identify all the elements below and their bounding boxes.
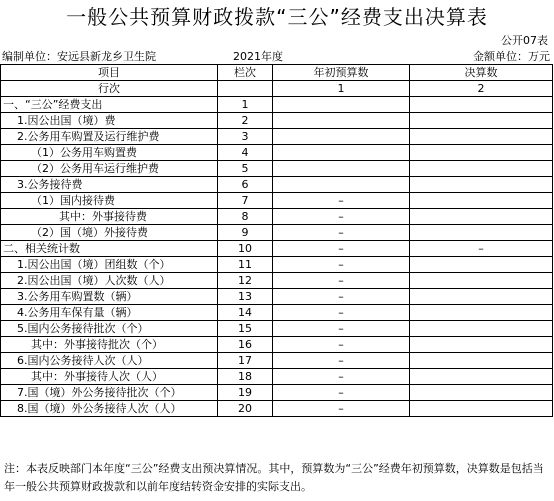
- row-final: [410, 273, 553, 289]
- row-budget: –: [273, 369, 410, 385]
- row-label: 二、相关统计数: [1, 241, 218, 257]
- table-note: 注：本表反映部门本年度“三公”经费支出预决算情况。其中，预算数为“三公”经费年初预算数，决算数是包括当年一般公共预算财政拨款和以前年度结转资金安排的实际支出。: [4, 462, 544, 493]
- row-col-no: 2: [218, 113, 273, 129]
- row-col-no: 14: [218, 305, 273, 321]
- row-label: （2）公务用车运行维护费: [1, 161, 218, 177]
- header-row: [1, 65, 553, 81]
- row-final: [410, 369, 553, 385]
- table-row: [1, 321, 553, 337]
- row-col-no: 20: [218, 401, 273, 417]
- row-label: 一、“三公”经费支出: [1, 97, 218, 113]
- row-label: 其中：外事接待人次（人）: [1, 369, 218, 385]
- row-label: （2）国（境）外接待费: [1, 225, 218, 241]
- table-row: [1, 129, 553, 145]
- row-col-no: 17: [218, 353, 273, 369]
- row-label: 4.公务用车保有量（辆）: [1, 305, 218, 321]
- row-index-budget: 1: [273, 81, 410, 97]
- row-budget: –: [273, 241, 410, 257]
- table-row: [1, 241, 553, 257]
- header-final: 决算数: [410, 65, 553, 81]
- row-budget: –: [273, 289, 410, 305]
- row-budget: [273, 177, 410, 193]
- row-col-no: 9: [218, 225, 273, 241]
- table-row: [1, 273, 553, 289]
- row-col-no: 5: [218, 161, 273, 177]
- row-final: [410, 289, 553, 305]
- row-label: （1）国内接待费: [1, 193, 218, 209]
- row-col-no: 11: [218, 257, 273, 273]
- table-row: [1, 209, 553, 225]
- row-label: 3.公务接待费: [1, 177, 218, 193]
- row-final: [410, 97, 553, 113]
- row-budget: –: [273, 193, 410, 209]
- form-code: 公开07表: [501, 34, 548, 47]
- row-col-no: 3: [218, 129, 273, 145]
- row-col-no: 10: [218, 241, 273, 257]
- header-budget: 年初预算数: [273, 65, 410, 81]
- row-final: [410, 321, 553, 337]
- table-row: [1, 305, 553, 321]
- row-col-no: 7: [218, 193, 273, 209]
- amount-unit: 金额单位：万元: [473, 50, 550, 63]
- row-label: 5.国内公务接待批次（个）: [1, 321, 218, 337]
- row-col-no: 1: [218, 97, 273, 113]
- unit-name: 编制单位：安远县新龙乡卫生院: [2, 50, 156, 63]
- row-final: [410, 257, 553, 273]
- row-label: 2.公务用车购置及运行维护费: [1, 129, 218, 145]
- row-final: [410, 129, 553, 145]
- row-budget: [273, 129, 410, 145]
- row-index-final: 2: [410, 81, 553, 97]
- row-label: 1.因公出国（境）费: [1, 113, 218, 129]
- row-budget: [273, 161, 410, 177]
- table-row: [1, 225, 553, 241]
- row-final: –: [410, 241, 553, 257]
- row-final: [410, 401, 553, 417]
- table-row: [1, 401, 553, 417]
- row-final: [410, 193, 553, 209]
- row-final: [410, 161, 553, 177]
- table-row: [1, 177, 553, 193]
- row-budget: [273, 113, 410, 129]
- expenditure-table: [0, 64, 553, 417]
- row-label: 其中：外事接待批次（个）: [1, 337, 218, 353]
- row-col-no: 16: [218, 337, 273, 353]
- row-col-no: 12: [218, 273, 273, 289]
- table-row: [1, 193, 553, 209]
- row-budget: –: [273, 401, 410, 417]
- row-label: 1.因公出国（境）团组数（个）: [1, 257, 218, 273]
- row-budget: –: [273, 353, 410, 369]
- table-row: [1, 337, 553, 353]
- row-label: 2.因公出国（境）人次数（人）: [1, 273, 218, 289]
- row-label: 6.国内公务接待人次（人）: [1, 353, 218, 369]
- row-final: [410, 225, 553, 241]
- row-col-no: 4: [218, 145, 273, 161]
- row-col-no: 19: [218, 385, 273, 401]
- row-budget: –: [273, 209, 410, 225]
- row-final: [410, 305, 553, 321]
- row-label: （1）公务用车购置费: [1, 145, 218, 161]
- row-col-no: 13: [218, 289, 273, 305]
- row-budget: [273, 97, 410, 113]
- meta-line: [2, 50, 552, 64]
- report-title: 一般公共预算财政拨款“三公”经费支出决算表: [66, 5, 488, 29]
- row-budget: –: [273, 385, 410, 401]
- row-final: [410, 113, 553, 129]
- row-budget: [273, 145, 410, 161]
- row-budget: –: [273, 305, 410, 321]
- row-col-no: 18: [218, 369, 273, 385]
- table-row: [1, 97, 553, 113]
- row-final: [410, 337, 553, 353]
- row-final: [410, 353, 553, 369]
- row-col-no: 8: [218, 209, 273, 225]
- table-row: [1, 289, 553, 305]
- header-item: 项目: [1, 65, 218, 81]
- table-row: [1, 145, 553, 161]
- row-index-blank: [218, 81, 273, 97]
- row-budget: –: [273, 225, 410, 241]
- row-final: [410, 209, 553, 225]
- row-label: 8.国（境）外公务接待人次（人）: [1, 401, 218, 417]
- row-label: 3.公务用车购置数（辆）: [1, 289, 218, 305]
- table-row: [1, 161, 553, 177]
- table-row: [1, 385, 553, 401]
- row-index: [1, 81, 553, 97]
- row-index-label: 行次: [1, 81, 218, 97]
- row-final: [410, 177, 553, 193]
- row-budget: –: [273, 273, 410, 289]
- header-col-no: 栏次: [218, 65, 273, 81]
- row-budget: –: [273, 337, 410, 353]
- row-col-no: 6: [218, 177, 273, 193]
- row-budget: –: [273, 321, 410, 337]
- row-budget: –: [273, 257, 410, 273]
- table-row: [1, 353, 553, 369]
- table-row: [1, 257, 553, 273]
- table-row: [1, 113, 553, 129]
- row-final: [410, 145, 553, 161]
- row-label: 其中：外事接待费: [1, 209, 218, 225]
- row-col-no: 15: [218, 321, 273, 337]
- report-year: 2021年度: [233, 50, 283, 63]
- table-row: [1, 369, 553, 385]
- row-final: [410, 385, 553, 401]
- row-label: 7.国（境）外公务接待批次（个）: [1, 385, 218, 401]
